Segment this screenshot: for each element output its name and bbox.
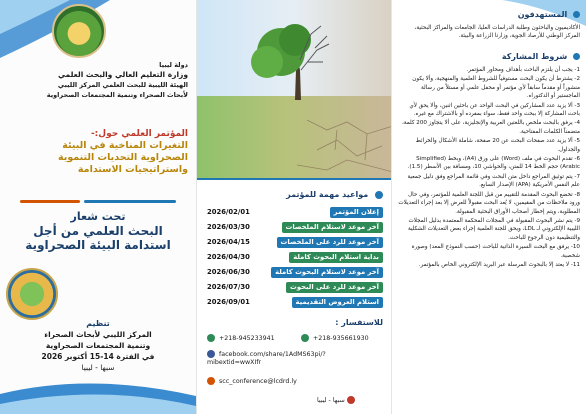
email-link[interactable]: scc_conference@lcdrd.ly [219,378,297,385]
panel-middle [196,0,392,414]
phone-icon [207,334,215,342]
date-value: 2026/06/30 [207,268,250,276]
email-icon [207,377,215,385]
date-value: 2026/04/15 [207,238,250,246]
date-value: 2026/09/01 [207,298,250,306]
slogan-block [8,210,188,252]
date-label: استلام العروض التقديمية [292,297,383,308]
condition-item: 1- يجب أن يلتزم الباحث بأهداف ومحاور المؤتمر. [466,67,580,73]
center-emblem [6,268,58,320]
date-label: آخر موعد للرد على البحوث [286,282,383,293]
email-contact[interactable] [207,377,297,385]
condition-item: 5- ألا يزيد عدد صفحات البحث عن 20 صفحة، شاملة الأشكال والخرائط والجداول. [415,138,580,153]
audience-title-text: المستهدفون [517,10,568,19]
wave-decoration-bottom [0,374,196,414]
date-row [207,251,383,264]
audience-text [398,24,580,42]
date-value: 2026/03/30 [207,223,250,231]
date-value: 2026/07/30 [207,283,250,291]
date-value: 2026/04/30 [207,253,250,261]
condition-item: 2- يشترط أن يكون البحث مستوفياً للشروط العلمية والمنهجية، وألا يكون منشوراً أو مقدماً سابقاً لأي مؤتمر أو محفل علمي أو مستلاً من رسالة الماجستير أو الدكتوراه. [412,76,580,100]
slogan-label: تحت شعار [70,210,126,223]
conference-title-line: التغيرات المناخية في البيئة [62,140,188,151]
bullet-icon [375,191,383,199]
country-text: دولة ليبيا [159,61,188,69]
conference-title-line: واستراتيجيات الاستدامة [77,164,188,175]
conference-label: المؤتمر العلمي حول:- [90,129,188,139]
conditions-title-text: شروط المشاركة [501,52,568,61]
location-contact [317,396,357,404]
bullet-icon [573,53,580,60]
condition-item: 3- ألا يزيد عدد المشاركين في البحث الواحد عن باحثين اثنين، وألا يحق لأي باحث المشاركة إلا ببحث واحد فقط، سواء بمفرده أو بالاشتراك مع غيره. [409,102,580,118]
divider [20,200,80,203]
condition-item: 8- تخضع البحوث المقدمة للتقييم من قبل اللجنة العلمية للمؤتمر، وفي حال ورود ملاحظات من المقيمين، لا يُعد البحث مقبولاً للعرض إلا بعد إجراء التعديلات المطلوبة، ويتم إخطار أصحاب الأوراق البحثية المقبولة. [398,191,580,215]
important-dates-title [205,190,383,199]
conditions-list [398,66,580,270]
date-row [207,266,383,279]
phone-2[interactable]: +218-935661930 [313,335,369,342]
date-label: آخر موعد لاستلام الملخصات [282,222,383,233]
facebook-link[interactable]: facebook.com/share/1AdMS63pi/?mibextid=wwXIfr [207,351,326,366]
conference-logo [52,4,106,58]
panel-right [392,0,586,414]
organizer-line: المركز الليبي لأبحاث الصحراء [44,330,152,339]
panel-left [0,0,196,414]
date-label: بداية استلام البحوث كاملة [289,252,383,263]
condition-item: 4- يرفق بالبحث ملخص باللغتين العربية والإنجليزية، على ألا يتجاوز 200 كلمة، متضمناً الكلمات المفتاحية. [401,120,580,135]
date-row [207,281,383,294]
condition-item: 7- يتم توثيق المراجع داخل متن البحث وفي قائمة المراجع وفق دليل جمعية علم النفس الأمريكية (APA) الإصدار السابع. [407,173,580,189]
divider [84,200,176,203]
slogan-line: البحث العلمي من أجل [33,224,163,238]
contact-title-text: للاستفسار : [335,318,383,327]
facebook-icon [207,350,215,358]
date-row [207,236,383,249]
facebook-contact[interactable] [207,350,377,367]
condition-item: 6- تقدم البحوث في ملف (Word) على ورق (A4)، وبخط (Simplified Arabic) حجم الخط 14 للمتن، والحواشي 10، ومسافة بين الأسطر (1.5). [407,156,580,171]
center-text: لأبحاث الصحراء وتنمية المجتمعات الصحراوية [46,91,188,99]
phone-1[interactable]: +218-945233941 [219,335,275,342]
dates-title-text: مواعيد مهمة للمؤتمر [286,190,369,199]
climate-photo [197,0,392,180]
contact-title [205,318,383,327]
authority-text: الهيئة الليبية للبحث العلمي المركز الليبي [57,81,188,89]
date-label: آخر موعد للرد على الملخصات [277,237,384,248]
organizer-label: تنظيم [86,319,110,328]
phone-contact[interactable] [207,334,275,342]
conference-title [8,128,188,176]
institution-block [8,60,188,100]
ministry-text: وزارة التعليم العالي والبحث العلمي [57,70,188,79]
date-value: 2026/02/01 [207,208,250,216]
conditions-title [502,52,580,61]
location-text: سبها - ليبيا [317,397,345,404]
date-row [207,296,383,309]
conference-city: سبها - ليبيا [81,363,115,372]
condition-item: 9- يتم نشر البحوث المقبولة في المجلات المحكمة المعتمدة بدليل المجلات الليبية الإلكتروني لـ LDL، ويحق للجنة العلمية إجراء بعض التعديلات الشكلية والتنظيمية دون الرجوع للباحث. [407,217,580,241]
phone-icon [301,334,309,342]
organizer-block [8,318,188,373]
conference-period: في الفترة 14-15 أكتوبر 2026 [41,352,155,361]
bullet-icon [573,11,580,18]
location-icon [347,396,355,404]
slogan-line: استدامة البيئة الصحراوية [25,238,171,252]
organizer-line: وتنمية المجتمعات الصحراوية [45,341,151,350]
date-row [207,206,383,219]
condition-item: 10- يرفق مع البحث السيرة الذاتية للباحث (حسب النموذج المعد) وصورة شخصية. [411,244,580,259]
audience-title [518,10,580,19]
phone-contact[interactable] [301,334,369,342]
date-label: إعلان المؤتمر [330,207,383,218]
date-row [207,221,383,234]
condition-item: 11- لا يعتد إلا بالبحوث المرسلة عبر البريد الإلكتروني الخاص بالمؤتمر. [418,261,580,268]
date-label: آخر موعد لاستلام البحوث كاملة [271,267,383,278]
audience-paragraph: الأكاديميون والباحثون وطلبة الدراسات العليا، الجامعات والمراكز البحثية، المركز الوطني للأرصاد الجوية، وزارتا الزراعة والبيئة. [414,25,580,40]
conference-title-line: الصحراوية التحديات التنموية [58,152,188,163]
